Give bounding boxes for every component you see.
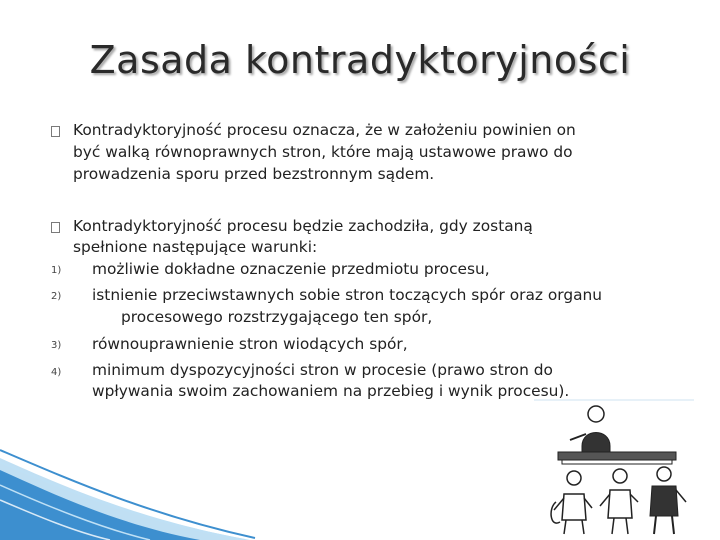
condition-2-marker: 2): [51, 291, 62, 302]
condition-4-line-1: minimum dyspozycyjności stron w procesie (prawo stron do: [92, 361, 553, 379]
courtroom-illustration: [530, 398, 698, 538]
bullet-1-line-2: być walką równoprawnych stron, które mają ustawowe prawo do: [73, 143, 573, 161]
bullet-2-line-1: Kontradyktoryjność procesu będzie zachodziła, gdy zostaną: [73, 217, 533, 235]
condition-4-marker: 4): [51, 367, 62, 378]
condition-1-line-1: możliwie dokładne oznaczenie przedmiotu procesu,: [92, 260, 490, 278]
bullet-square-icon: [51, 222, 60, 233]
bullet-1-line-1: Kontradyktoryjność procesu oznacza, że w założeniu powinien on: [73, 121, 576, 139]
condition-1-marker: 1): [51, 265, 62, 276]
bullet-square-icon: [51, 126, 60, 137]
condition-3-line-1: równouprawnienie stron wiodących spór,: [92, 335, 408, 353]
bullet-1-line-3: prowadzenia sporu przed bezstronnym sądem.: [73, 165, 435, 183]
slide-title: Zasada kontradyktoryjności: [89, 38, 631, 82]
condition-2-line-1: istnienie przeciwstawnych sobie stron toczących spór oraz organu: [92, 286, 603, 304]
condition-3-marker: 3): [51, 340, 62, 351]
condition-4-line-2: wpływania swoim zachowaniem na przebieg i wynik procesu).: [92, 382, 570, 400]
condition-2-line-2: procesowego rozstrzygającego ten spór,: [121, 308, 433, 326]
bullet-2-line-2: spełnione następujące warunki:: [73, 238, 318, 256]
decorative-wave-graphic: [0, 440, 260, 540]
